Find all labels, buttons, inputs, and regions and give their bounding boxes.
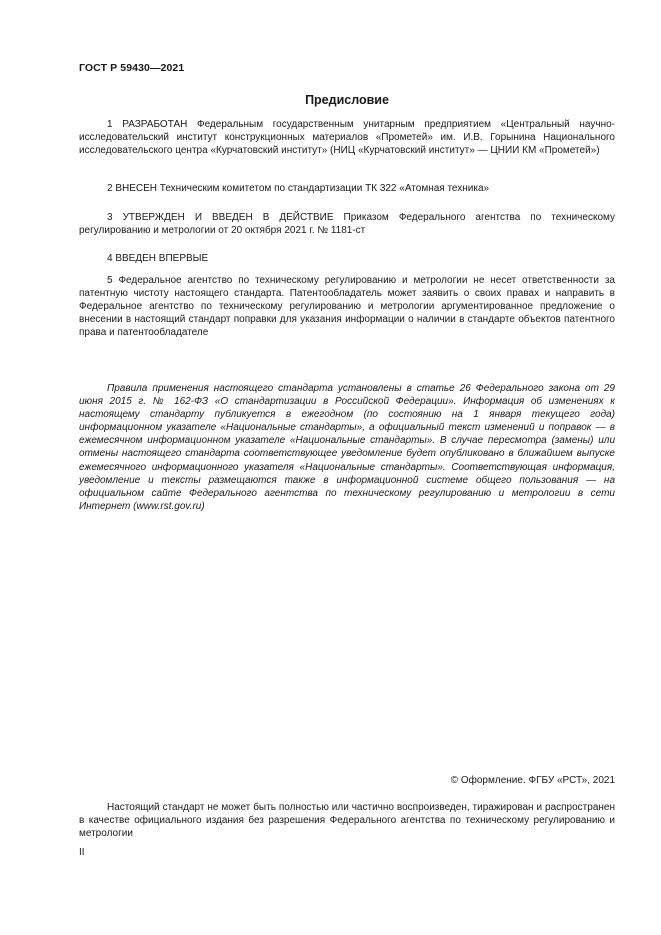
standard-code-header: ГОСТ Р 59430—2021 (79, 62, 185, 74)
preface-item-5: 5 Федеральное агентство по техническому регулированию и метрологии не несет ответственности за патентную чистоту настоящего стандарта. Патентообладатель может заявить о своих правах и направить в Федеральное агентство по техническому регулированию и метрологии аргументированное предложение о внесении в настоящий стандарт поправки для указания информации о наличии в стандарте объектов патентного права и патентообладателе (79, 275, 615, 339)
preface-item-2: 2 ВНЕСЕН Техническим комитетом по стандартизации ТК 322 «Атомная техника» (107, 183, 490, 194)
page-number: II (79, 847, 85, 858)
preface-item-1: 1 РАЗРАБОТАН Федеральным государственным унитарным предприятием «Центральный научно-исследовательский институт конструкционных материалов «Прометей» им. И.В. Горынина Национального исследовательского центра «Курчатовский институт» (НИЦ «Курчатовский институт» — ЦНИИ КМ «Прометей») (79, 119, 615, 157)
reproduction-notice: Настоящий стандарт не может быть полностью или частично воспроизведен, тиражирован и распространен в качестве официального издания без разрешения Федерального агентства по техническому регулированию и метрологии (79, 802, 615, 840)
copyright-line: © Оформление. ФГБУ «РСТ», 2021 (450, 775, 615, 786)
preface-item-3: 3 УТВЕРЖДЕН И ВВЕДЕН В ДЕЙСТВИЕ Приказом Федерального агентства по техническому регулированию и метрологии от 20 октября 2021 г. № 1181-ст (79, 212, 615, 237)
rules-notice: Правила применения настоящего стандарта установлены в статье 26 Федерального закона от 29 июня 2015 г. № 162-ФЗ «О стандартизации в Российской Федерации». Информация об изменениях к настоящему стандарту публикуется в ежегодном (по состоянию на 1 января текущего года) информационном указателе «Национальные стандарты», а официальный текст изменений и поправок — в ежемесячном информационном указателе «Национальные стандарты». В случае пересмотра (замены) или отмены настоящего стандарта соответствующее уведомление будет опубликовано в ближайшем выпуске ежемесячного информационного указателя «Национальные стандарты». Соответствующая информация, уведомление и тексты размещаются также в информационной системе общего пользования — на официальном сайте Федерального агентства по техническому регулированию и метрологии в сети Интернет (www.rst.gov.ru) (79, 383, 615, 512)
preface-item-4: 4 ВВЕДЕН ВПЕРВЫЕ (107, 253, 209, 264)
section-title: Предисловие (305, 93, 389, 107)
